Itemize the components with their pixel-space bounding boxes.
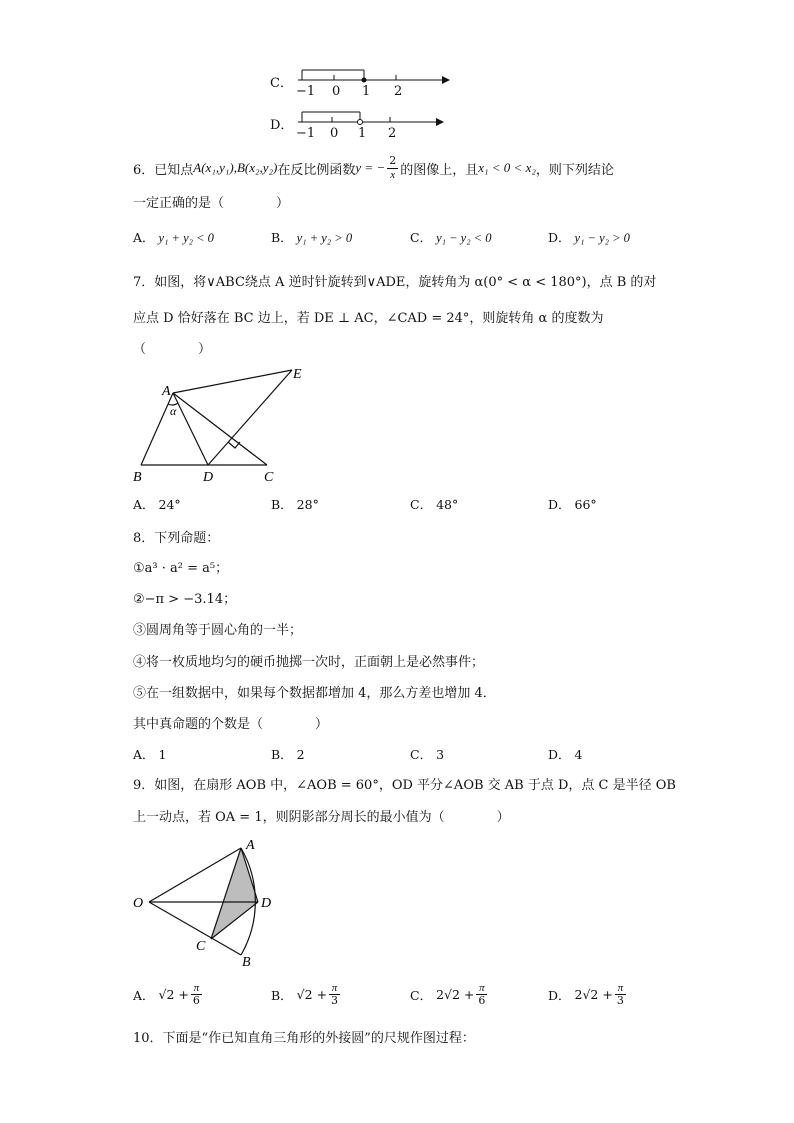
q6-option-d-label[interactable]: D． [548,230,571,245]
tick-label: −1 [296,84,316,99]
segment-ad [173,393,208,465]
q9-option-b-num: π [329,982,340,995]
q8-question: 其中真命题的个数是（ ） [133,717,329,732]
q8-item-4: ④将一枚质地均匀的硬币抛掷一次时，正面朝上是必然事件； [133,655,485,670]
q6-option-d-expr: y₁ − y₂ > 0 [574,231,630,245]
option-d-label: D． [270,118,294,133]
q8-option-d-value: 4 [574,747,583,762]
q9-option-a-den: 6 [192,994,200,1008]
tick-label: −1 [296,126,316,141]
label-c: C [196,939,206,954]
q9-option-d-den: 3 [616,994,624,1008]
q7-figure [130,362,320,487]
q8-item-5: ⑤在一组数据中，如果每个数据都增加 4，那么方差也增加 4． [133,686,496,701]
q6-condition: x₁ < 0 < x₂ [478,160,536,175]
tick-label: 0 [332,84,341,99]
q8-option-a-value: 1 [158,747,167,762]
q9-option-c-pre: 2√2 + [436,987,475,1003]
tick-label: 2 [388,126,397,141]
q7-line3: （ ） [133,342,212,357]
q8-title: 8．下列命题： [133,531,220,546]
label-o: O [133,896,144,911]
q8-item-1: ①a³ · a² = a⁵； [133,561,229,576]
label-b: B [133,470,142,485]
question-6 [133,150,614,186]
q6-func-num: 2 [389,154,397,168]
q7-line1: 7．如图，将∨ABC绕点 A 逆时针旋转到∨ADE，旋转角为 α(0° < α < 180°)，点 B 的对 [133,275,657,290]
number-line-c [270,62,440,102]
segment-ac [173,393,267,465]
number-line-c-graphic [292,68,452,90]
q8-item-2: ②−π > −3.14； [133,592,237,607]
q8-option-b-value: 2 [296,747,305,762]
q9-option-b-pre: √2 + [296,987,328,1003]
q7-option-b-value: 28° [296,497,319,512]
q9-options [133,982,653,1018]
q6-option-a-expr: y₁ + y₂ < 0 [158,231,214,245]
q6-option-c-label[interactable]: C． [410,230,433,245]
q9-option-a-pre: √2 + [158,987,189,1003]
q9-line2: 上一动点，若 OA = 1，则阴影部分周长的最小值为（ ） [133,810,510,825]
q9-option-a-label[interactable]: A． [133,987,155,1003]
q10-line1: 10．下面是“作已知直角三角形的外接圆”的尺规作图过程： [133,1031,475,1046]
q7-option-b-label[interactable]: B． [271,497,293,512]
number-line-d-graphic [292,110,452,132]
q9-option-d-num: π [615,982,626,995]
q9-option-a-num: π [191,982,202,995]
q9-figure [130,835,270,970]
q6-option-a-label[interactable]: A． [133,230,155,245]
tick-label: 0 [330,126,339,141]
option-c-label: C． [270,76,293,91]
q6-line2: 一定正确的是（ ） [133,196,290,211]
label-e: E [293,367,302,382]
q6-points: A(x₁,y₁),B(x₂,y₂) [193,160,278,175]
q6-option-b-expr: y₁ + y₂ > 0 [296,231,353,245]
q9-option-c-den: 6 [478,994,486,1008]
label-c: C [264,470,274,485]
tick-label: 1 [362,84,371,99]
q6-stem-a: 6．已知点 [133,162,194,178]
q9-option-d-pre: 2√2 + [574,987,613,1003]
q8-option-b-label[interactable]: B． [271,747,293,762]
q7-option-c-label[interactable]: C． [410,497,433,512]
number-line-d [270,104,440,144]
q9-line1: 9．如图，在扇形 AOB 中，∠AOB = 60°，OD 平分∠AOB 交 AB 于点 D，点 C 是半径 OB [133,778,676,793]
q8-option-c-value: 3 [436,747,445,762]
q7-option-c-value: 48° [436,497,459,512]
q7-option-d-label[interactable]: D． [548,497,571,512]
q8-option-d-label[interactable]: D． [548,747,571,762]
label-alpha: α [170,404,177,418]
label-a: A [162,384,171,399]
q7-option-a-value: 24° [158,497,181,512]
q6-fraction [387,155,398,180]
q8-item-3: ③圆周角等于圆心角的一半； [133,623,303,638]
tick-label: 2 [394,84,403,99]
q9-option-c-label[interactable]: C． [410,987,433,1003]
q7-option-a-label[interactable]: A． [133,497,155,512]
q9-option-b-label[interactable]: B． [271,987,293,1003]
q9-option-b-den: 3 [331,994,339,1008]
label-d: D [261,896,272,911]
q6-option-c-expr: y₁ − y₂ < 0 [436,231,492,245]
q7-line2: 应点 D 恰好落在 BC 边上，若 DE ⊥ AC，∠CAD = 24°，则旋转角 α 的度数为 [133,311,604,326]
q6-stem-b: 在反比例函数 [277,162,356,178]
q6-option-b-label[interactable]: B． [271,230,293,245]
q6-stem-d: ，则下列结论 [535,162,614,178]
q6-stem-c: 的图像上，且 [400,162,479,178]
q7-option-d-value: 66° [574,497,597,512]
q9-option-c-num: π [476,982,487,995]
q6-func-lhs: y = − [355,160,386,175]
label-d: D [203,470,214,485]
q8-option-a-label[interactable]: A． [133,747,155,762]
tick-label: 1 [358,126,367,141]
label-a: A [246,838,255,853]
label-b: B [242,955,251,970]
q9-option-d-label[interactable]: D． [548,987,571,1003]
q8-option-c-label[interactable]: C． [410,747,433,762]
q6-func-den: x [390,168,396,181]
